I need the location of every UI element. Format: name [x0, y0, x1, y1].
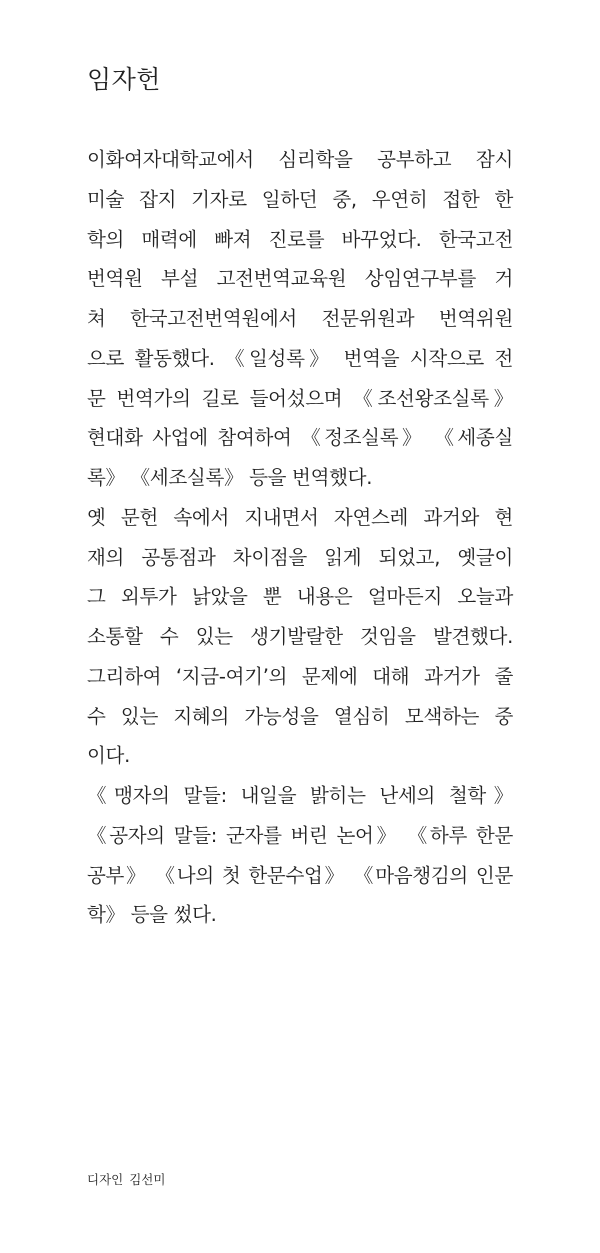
bio-line: 옛 문헌 속에서 지내면서 자연스레 과거와 현: [87, 505, 513, 529]
bio-line: 쳐 한국고전번역원에서 전문위원과 번역위원: [87, 307, 513, 330]
bio-line: 으로 활동했다. 《일성록》 번역을 시작으로 전: [87, 346, 513, 370]
author-name: 임자헌: [87, 65, 161, 94]
bio-line: 현대화 사업에 참여하여 《정조실록》 《세종실: [87, 426, 513, 450]
bio-line: 학》 등을 썼다.: [87, 903, 217, 927]
design-credit: [87, 1172, 165, 1188]
bio-line: 수 있는 지혜의 가능성을 열심히 모색하는 중: [87, 704, 513, 728]
bio-line: 그 외투가 낡았을 뿐 내용은 얼마든지 오늘과: [87, 585, 513, 609]
bio-line: 번역원 부설 고전번역교육원 상임연구부를 거: [87, 267, 513, 291]
bio-line: 그리하여 ‘지금-여기’의 문제에 대해 과거가 줄: [87, 664, 513, 688]
bio-line: 이다.: [87, 744, 130, 768]
bio-line: 재의 공통점과 차이점을 읽게 되었고, 옛글이: [87, 545, 513, 569]
author-bio: [87, 140, 513, 935]
bio-line: 록》 《세조실록》 등을 번역했다.: [87, 466, 373, 489]
credit-role: 디자인: [87, 1172, 124, 1187]
bio-line: 소통할 수 있는 생기발랄한 것임을 발견했다.: [87, 625, 513, 648]
bio-line: 미술 잡지 기자로 일하던 중, 우연히 접한 한: [87, 187, 513, 211]
bio-line: 《공자의 말들: 군자를 버린 논어》 《하루 한문: [87, 823, 513, 847]
bio-line: 학의 매력에 빠져 진로를 바꾸었다. 한국고전: [87, 227, 513, 251]
bio-line: 문 번역가의 길로 들어섰으며 《조선왕조실록》: [87, 386, 513, 410]
credit-name: 김선미: [129, 1172, 166, 1187]
bio-line: 이화여자대학교에서 심리학을 공부하고 잠시: [87, 148, 513, 171]
bio-line: 공부》 《나의 첫 한문수업》 《마음챙김의 인문: [87, 863, 513, 887]
bio-line: 《맹자의 말들: 내일을 밝히는 난세의 철학》: [87, 784, 513, 807]
